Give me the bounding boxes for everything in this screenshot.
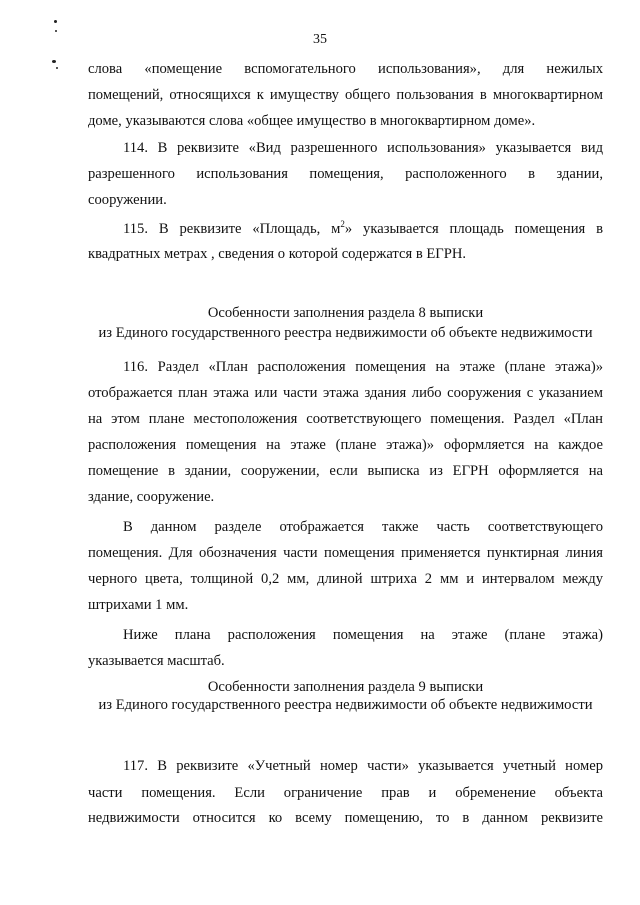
text-fragment: » указывается площадь помещения в <box>344 221 603 237</box>
text-fragment: 115. В реквизите «Площадь, м <box>123 221 341 237</box>
text-line: 114. В реквизите «Вид разрешенного использования» указывается вид <box>123 140 603 156</box>
text-line: 116. Раздел «План расположения помещения на этаже (плане этажа)» <box>123 359 603 375</box>
text-line: В данном разделе отображается также часть соответствующего <box>123 519 603 535</box>
text-line: слова «помещение вспомогательного использования», для нежилых <box>88 61 603 77</box>
text-line: расположения помещения на этаже (плане этажа)» оформляется на каждое <box>88 437 603 453</box>
text-line: черного цвета, толщиной 0,2 мм, длиной штриха 2 мм и интервалом между <box>88 571 603 587</box>
text-line: Ниже плана расположения помещения на этаже (плане этажа) <box>123 627 603 643</box>
text-line <box>88 219 603 239</box>
text-line: разрешенного использования помещения, расположенного в здании, <box>88 166 603 182</box>
text-line: сооружении. <box>88 192 167 208</box>
heading-line: Особенности заполнения раздела 8 выписки <box>207 305 484 321</box>
text-line: указывается масштаб. <box>88 653 225 669</box>
text-line: штрихами 1 мм. <box>88 597 189 613</box>
text-line: 117. В реквизите «Учетный номер части» указывается учетный номер <box>123 758 603 774</box>
text-line: здание, сооружение. <box>88 489 215 505</box>
text-line: отображается план этажа или части этажа здания либо сооружения с указанием <box>88 385 603 401</box>
text-line: квадратных метрах , сведения о которой содержатся в ЕГРН. <box>88 246 467 262</box>
text-line: части помещения. Если ограничение прав и обременение объекта <box>88 785 603 801</box>
text-line: на этом плане местоположения соответствующего помещения. Раздел «План <box>88 411 603 427</box>
page-number: 35 <box>313 32 327 47</box>
heading-line: из Единого государственного реестра недвижимости об объекте недвижимости <box>98 697 593 713</box>
superscript: 2 <box>340 219 345 229</box>
text-line: помещения. Для обозначения части помещения применяется пунктирная линия <box>88 545 603 561</box>
text-line: недвижимости относится ко всему помещению, то в данном реквизите <box>88 810 603 826</box>
text-line: доме, указываются слова «общее имущество в многоквартирном доме». <box>88 113 536 129</box>
text-line: помещение в здании, сооружении, если выписка из ЕГРН оформляется на <box>88 463 603 479</box>
text-line: помещений, относящихся к имуществу общего пользования в многоквартирном <box>88 87 603 103</box>
heading-line: из Единого государственного реестра недвижимости об объекте недвижимости <box>98 325 593 341</box>
heading-line: Особенности заполнения раздела 9 выписки <box>207 679 484 695</box>
